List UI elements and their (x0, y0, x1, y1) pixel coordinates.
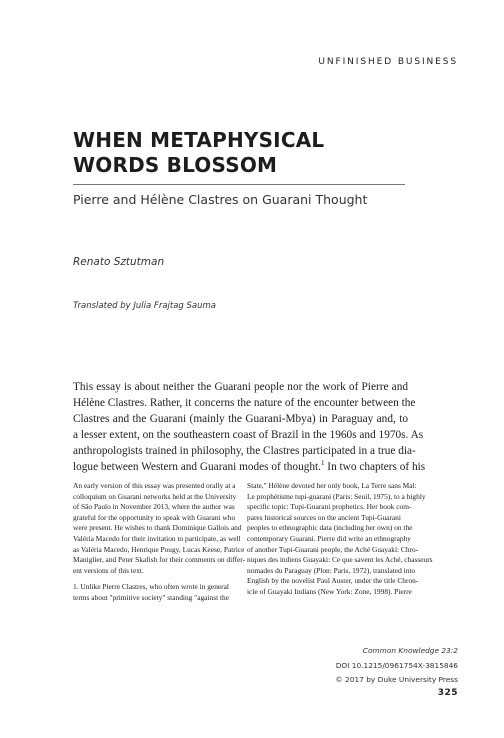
paragraph-line: a lesser extent, on the southeastern coast of Brazil in the 1960s and 1970s. As (73, 429, 424, 441)
article-subtitle: Pierre and Hélène Clastres on Guarani Thought (73, 192, 368, 207)
footnotes-right-column (247, 481, 433, 598)
footnote-ref[interactable]: 1 (320, 459, 325, 468)
footnotes-left-column (73, 481, 246, 604)
page-number: 325 (437, 688, 458, 698)
footnote-line: 1. Unlike Pierre Clastres, who often wrote in general (73, 582, 229, 592)
footnote-line: Le prophétisme tupi-guarani (Paris: Seuil, 1975), to a highly (247, 491, 426, 501)
paragraph-line-tail: In two chapters of his (324, 461, 426, 473)
journal-copyright: © 2017 by Duke University Press (335, 675, 458, 684)
footnote-line: nomades du Paraguay (Plon: Paris, 1972), translated into (247, 565, 416, 575)
title-line-2: WORDS BLOSSOM (73, 153, 278, 177)
author-name: Renato Sztutman (73, 256, 165, 268)
paragraph-line (73, 459, 426, 475)
paragraph-line: Clastres and the Guarani (mainly the Guarani-Mbya) in Paraguay and, to (73, 413, 408, 425)
footnote-line: An early version of this essay was presented orally at a (73, 481, 236, 490)
paragraph-line: This essay is about neither the Guarani people nor the work of Pierre and (73, 381, 408, 393)
opening-paragraph (73, 379, 426, 475)
journal-doi[interactable]: DOI 10.1215/0961754X-3815846 (335, 660, 458, 670)
footnote-line: State," Hélène devoted her only book, La Terre sans Mal: (247, 481, 417, 490)
title-rule (73, 184, 405, 185)
footnote-line: niques des indiens Guayaki: Ce que savent les Aché, chasseurs (247, 555, 433, 565)
footnote-line: colloquium on Guarani networks held at the University (73, 491, 237, 501)
paragraph-line-text: logue between Western and Guarani modes of thought. (73, 461, 321, 473)
footnote-line: of another Tupi-Guarani people, the Aché Guayakí: Chro- (247, 544, 419, 554)
translator-credit: Translated by Julia Frajtag Sauma (73, 301, 217, 311)
journal-name: Common Knowledge 23:2 (362, 646, 458, 655)
footnote-line: ent versions of this text. (73, 565, 144, 575)
footnote-line: peoples to ethnographic data (including her own) on the (247, 523, 413, 533)
footnote-line: icle of Guayaki Indians (New York: Zone, 1998). Pierre (247, 586, 412, 596)
footnote-line: Maniglier, and Peter Skafish for their comments on differ- (73, 555, 246, 565)
paragraph-line: anthropologists trained in philosophy, the Clastres participated in a true dia- (73, 445, 416, 457)
section-label: UNFINISHED BUSINESS (318, 57, 458, 67)
footnote-line: terms about "primitive society" standing "against the (73, 592, 230, 602)
footnote-line: English by the novelist Paul Auster, under the title Chron- (247, 576, 419, 586)
paragraph-line: Hélène Clastres. Rather, it concerns the nature of the encounter between the (73, 397, 416, 409)
article-title (73, 128, 403, 178)
footnote-line: as Valéria Macedo, Henrique Pougy, Lucas Keese, Patrice (73, 544, 245, 554)
footnote-line: specific topic: Tupi-Guarani prophetics. Her book com- (247, 502, 412, 512)
journal-info (258, 644, 458, 688)
footnote-line: Valéria Macedo for their invitation to participate, as well (73, 533, 241, 543)
footnote-line: pares historical sources on the ancient Tupi-Guarani (247, 512, 401, 522)
footnote-line: grateful for the opportunity to speak with Guarani who (73, 512, 236, 522)
footnote-line: of São Paulo in November 2013, where the author was (73, 502, 235, 512)
footnote-line: contemporary Guarani. Pierre did write an ethnography (247, 533, 411, 543)
title-line-1: WHEN METAPHYSICAL (73, 128, 325, 152)
footnote-line: were present. He wishes to thank Dominique Gallois and (73, 523, 242, 533)
